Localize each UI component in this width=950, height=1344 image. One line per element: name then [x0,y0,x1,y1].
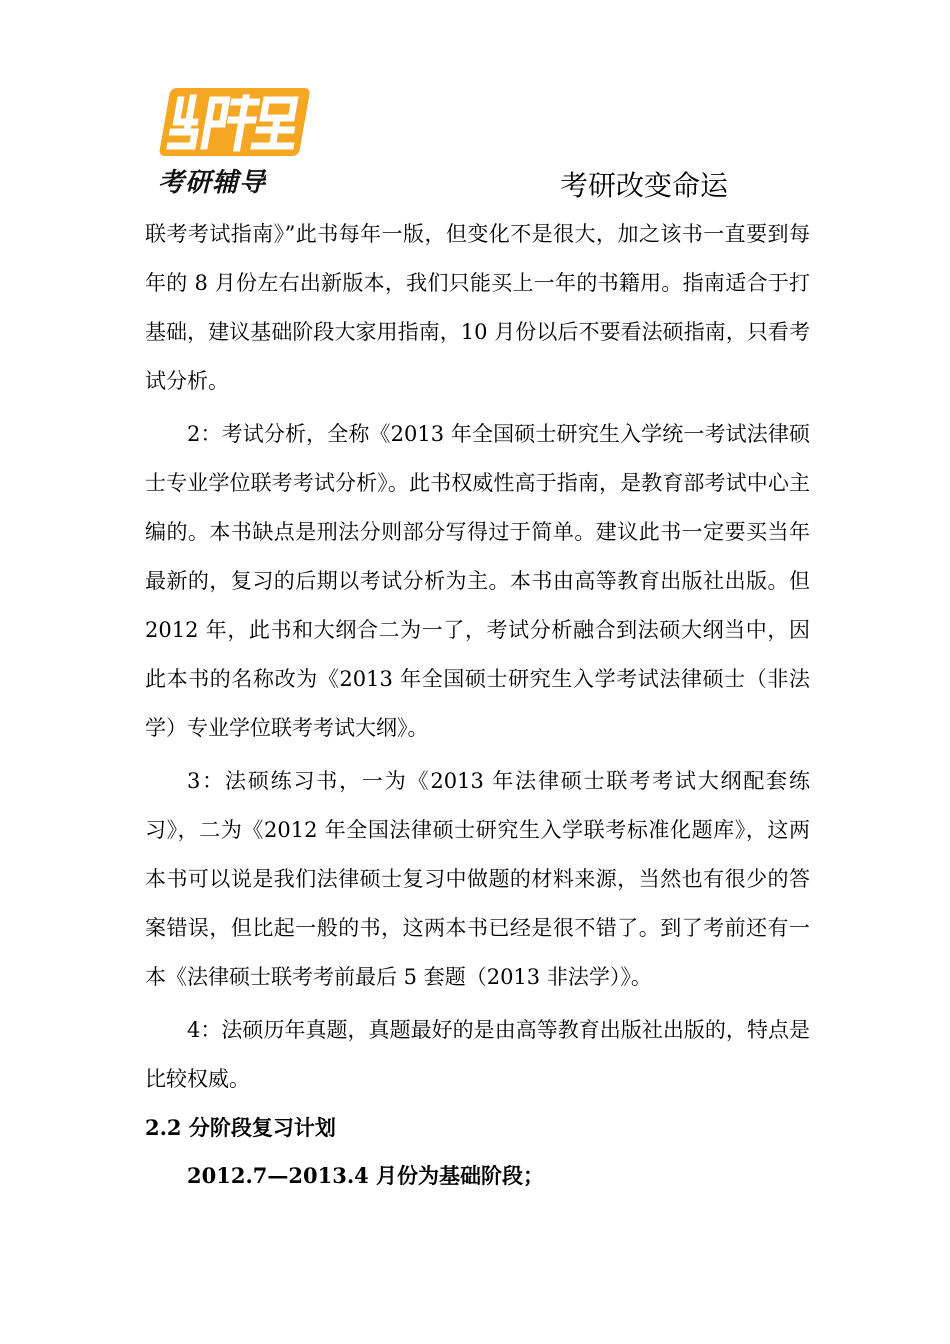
logo-subtitle: 考研辅导 [158,168,267,198]
header-slogan: 考研改变命运 [560,169,729,202]
paragraph-practice-books: 3：法硕练习书，一为《2013 年法律硕士联考考试大纲配套练习》，二为《2012 年全国法律硕士研究生入学联考标准化题库》，这两本书可以说是我们法律硕士复习中做题的材料来源，当然也有很少的答案错误，但比起一般的书，这两本书已经是很不错了。到了考前还有一本《法律硕士联考考前最后 5 套题（2013 非法学）》。 [145,769,810,989]
logo-mark-icon [150,80,310,165]
paragraph-exam-analysis: 2：考试分析，全称《2013 年全国硕士研究生入学统一考试法律硕士专业学位联考考试分析》。此书权威性高于指南，是教育部考试中心主编的。本书缺点是刑法分则部分写得过于简单。建议此书一定要买当年最新的，复习的后期以考试分析为主。本书由高等教育出版社出版。但 2012 年，此书和大纲合二为一了，考试分析融合到法硕大纲当中，因此本书的名称改为《2013 年全国硕士研究生入学考试法律硕士（非法学）专业学位联考考试大纲》。 [145,422,810,740]
document-body [145,210,810,1196]
sub-heading: 2012.7—2013.4 月份为基础阶段； [187,1163,545,1188]
paragraph-past-exams: 4：法硕历年真题，真题最好的是由高等教育出版社出版的，特点是比较权威。 [145,1018,810,1091]
paragraph-guide-note: 联考考试指南》”此书每年一版，但变化不是很大，加之该书一直要到每年的 8 月份左右出新版本，我们只能买上一年的书籍用。指南适合于打基础，建议基础阶段大家用指南，10 月份以后不要看法硕指南，只看考试分析。 [145,222,810,393]
logo [150,80,310,200]
section-heading: 2.2 分阶段复习计划 [145,1115,336,1140]
